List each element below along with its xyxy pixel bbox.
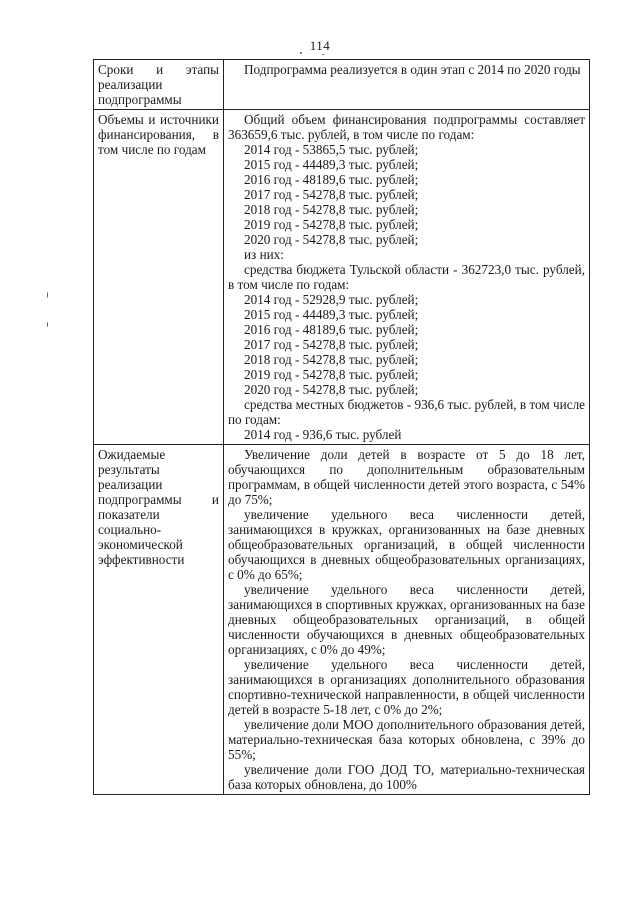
scan-speck [322,54,324,55]
row-content [224,445,590,795]
result-item: увеличение удельного веса численности детей, занимающихся в организациях дополнительного образования спортивно-технической направленности, в общей численности детей в возрасте 5-18 лет, с 0% до 2%; [228,657,585,717]
year-line: 2019 год - 54278,8 тыс. рублей; [244,217,419,232]
timing-text: Подпрограмма реализуется в один этап с 2014 по 2020 годы [244,62,581,77]
row-content [224,60,590,110]
page-number: 114 [309,38,331,53]
year-line: 2020 год - 54278,8 тыс. рублей; [244,232,419,247]
funding-years-regional [228,292,585,397]
row-label: Сроки и этапы реализации подпрограммы [94,60,224,110]
local-budget-intro: средства местных бюджетов - 936,6 тыс. рублей, в том числе по годам: [228,397,585,427]
result-item: увеличение удельного веса численности детей, занимающихся в спортивных кружках, организованных на базе дневных общеобразовательных организаций, в общей численности обучающихся в дневных общеобразовательных организациях, с 0% до 49%; [228,582,585,657]
year-line: 2014 год - 52928,9 тыс. рублей; [244,292,419,307]
funding-intro: Общий объем финансирования подпрограммы составляет 363659,6 тыс. рублей, в том числе по годам: [228,112,585,142]
table-row-funding [94,110,590,445]
result-item: увеличение доли МОО дополнительного образования детей, материально-техническая база которых обновлена, с 39% до 55%; [228,717,585,762]
scan-speck [300,52,302,54]
year-line: 2017 год - 54278,8 тыс. рублей; [244,187,419,202]
subprogram-passport-table [93,59,590,795]
year-line: 2014 год - 53865,5 тыс. рублей; [244,142,419,157]
table-row-results [94,445,590,795]
year-line: 2015 год - 44489,3 тыс. рублей; [244,307,419,322]
result-item: Увеличение доли детей в возрасте от 5 до 18 лет, обучающихся по дополнительным образовательным программам, в общей численности детей этого возраста, с 54% до 75%; [228,447,585,507]
row-label: Ожидаемые результаты реализации подпрограммы и показатели социально-экономической эффективности [94,445,224,795]
year-line: 2014 год - 936,6 тыс. рублей [244,427,402,442]
row-content [224,110,590,445]
year-line: 2016 год - 48189,6 тыс. рублей; [244,322,419,337]
row-label: Объемы и источники финансирования, в том числе по годам [94,110,224,445]
table-row-timing [94,60,590,110]
regional-budget-intro: средства бюджета Тульской области - 362723,0 тыс. рублей, в том числе по годам: [228,262,585,292]
scan-speck [47,292,48,298]
year-line: 2015 год - 44489,3 тыс. рублей; [244,157,419,172]
funding-years-total [228,142,585,247]
year-line: 2020 год - 54278,8 тыс. рублей; [244,382,419,397]
year-line: 2017 год - 54278,8 тыс. рублей; [244,337,419,352]
result-item: увеличение доли ГОО ДОД ТО, материально-техническая база которых обновлена, до 100% [228,762,585,792]
year-line: 2019 год - 54278,8 тыс. рублей; [244,367,419,382]
of-them-label: из них: [244,247,284,262]
year-line: 2018 год - 54278,8 тыс. рублей; [244,202,419,217]
year-line: 2016 год - 48189,6 тыс. рублей; [244,172,419,187]
scan-speck [47,322,48,327]
result-item: увеличение удельного веса численности детей, занимающихся в кружках, организованных на базе дневных общеобразовательных организаций, в общей численности обучающихся в дневных общеобразовательных организациях, с 0% до 65%; [228,507,585,582]
year-line: 2018 год - 54278,8 тыс. рублей; [244,352,419,367]
